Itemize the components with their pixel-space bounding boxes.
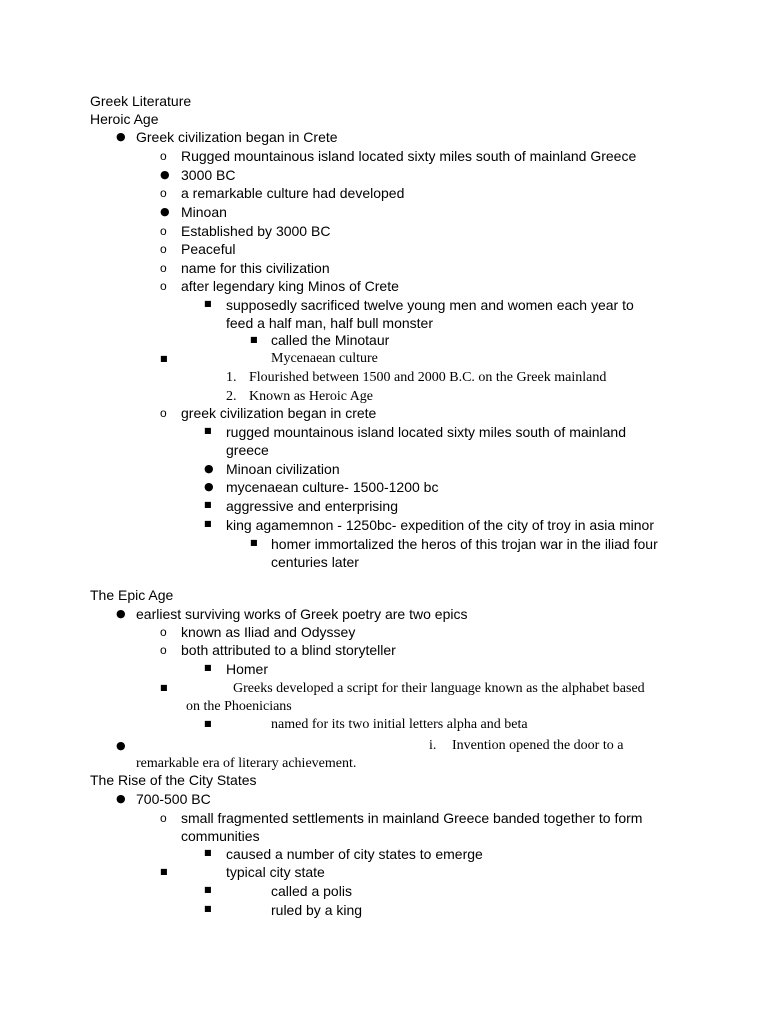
list-item-continuation: communities: [181, 828, 260, 844]
list-item: Homer: [226, 661, 269, 677]
list-item: both attributed to a blind storyteller: [181, 642, 396, 658]
bullet-circle: o: [160, 261, 167, 275]
bullet-square: ■: [160, 354, 168, 363]
bullet-square: ■: [250, 538, 258, 547]
list-item: supposedly sacrificed twelve young men and women each year to: [226, 297, 634, 313]
list-item: earliest surviving works of Greek poetry are two epics: [136, 606, 468, 622]
list-number: 2.: [226, 389, 237, 404]
list-number: 1.: [226, 370, 237, 385]
list-item: named for its two initial letters alpha and beta: [271, 717, 528, 732]
bullet-square: ■: [250, 335, 258, 344]
list-item-continuation: remarkable era of literary achievement.: [136, 756, 357, 771]
bullet-square: ■: [204, 848, 212, 857]
list-item: Greek civilization began in Crete: [136, 129, 338, 145]
list-item: Minoan civilization: [226, 461, 340, 477]
bullet-circle: o: [160, 811, 167, 825]
list-item: Greeks developed a script for their language known as the alphabet based: [233, 681, 645, 696]
list-item: homer immortalized the heros of this trojan war in the iliad four: [271, 536, 658, 552]
list-item: after legendary king Minos of Crete: [181, 278, 399, 294]
section-heading-city-states: The Rise of the City States: [90, 772, 257, 788]
list-item: Rugged mountainous island located sixty miles south of mainland Greece: [181, 148, 637, 164]
bullet-square: ■: [204, 885, 212, 894]
list-item: typical city state: [226, 864, 325, 880]
bullet-circle: o: [160, 643, 167, 657]
bullet-circle: o: [160, 149, 167, 163]
list-item: 700-500 BC: [136, 791, 211, 807]
list-item: Minoan: [181, 204, 227, 220]
list-item: aggressive and enterprising: [226, 498, 398, 514]
list-item: a remarkable culture had developed: [181, 185, 405, 201]
bullet-square: ■: [204, 519, 212, 528]
bullet-circle: o: [160, 279, 167, 293]
list-item: Known as Heroic Age: [249, 389, 374, 404]
bullet-disc: ●: [160, 205, 170, 218]
bullet-circle: o: [160, 224, 167, 238]
bullet-disc: ●: [116, 130, 126, 143]
list-item: 3000 BC: [181, 167, 236, 183]
list-item: Mycenaean culture: [271, 351, 378, 366]
section-heading-heroic-age: Heroic Age: [90, 111, 159, 127]
list-item-continuation: feed a half man, half bull monster: [226, 315, 434, 331]
bullet-circle: o: [160, 242, 167, 256]
list-item: Invention opened the door to a: [452, 738, 624, 753]
bullet-circle: o: [160, 625, 167, 639]
list-item: greek civilization began in crete: [181, 405, 377, 421]
list-item: mycenaean culture- 1500-1200 bc: [226, 479, 439, 495]
list-item: called the Minotaur: [271, 332, 390, 348]
section-heading-epic-age: The Epic Age: [90, 587, 174, 603]
bullet-square: ■: [204, 719, 212, 728]
bullet-circle: o: [160, 186, 167, 200]
bullet-disc: ●: [116, 607, 126, 620]
list-item: known as Iliad and Odyssey: [181, 624, 356, 640]
bullet-disc: ●: [160, 168, 170, 181]
list-item-continuation: on the Phoenicians: [186, 699, 292, 714]
list-item: Flourished between 1500 and 2000 B.C. on the Greek mainland: [249, 370, 607, 385]
bullet-square: ■: [204, 500, 212, 509]
list-number: i.: [429, 738, 437, 753]
document-title: Greek Literature: [90, 93, 192, 109]
bullet-square: ■: [160, 867, 168, 876]
bullet-square: ■: [204, 663, 212, 672]
list-item: rugged mountainous island located sixty miles south of mainland: [226, 424, 627, 440]
bullet-disc: ●: [204, 480, 214, 493]
list-item: Peaceful: [181, 241, 236, 257]
bullet-square: ■: [204, 904, 212, 913]
list-item: ruled by a king: [271, 902, 363, 918]
list-item: name for this civilization: [181, 260, 330, 276]
bullet-square: ■: [204, 299, 212, 308]
list-item: Established by 3000 BC: [181, 223, 331, 239]
bullet-square: ■: [160, 683, 168, 692]
bullet-disc: ●: [116, 792, 126, 805]
list-item: small fragmented settlements in mainland Greece banded together to form: [181, 810, 643, 826]
list-item: caused a number of city states to emerge: [226, 846, 483, 862]
list-item: called a polis: [271, 883, 352, 899]
list-item: king agamemnon - 1250bc- expedition of the city of troy in asia minor: [226, 517, 655, 533]
list-item-continuation: centuries later: [271, 554, 359, 570]
bullet-disc: ●: [116, 739, 126, 752]
bullet-square: ■: [204, 426, 212, 435]
list-item-continuation: greece: [226, 442, 269, 458]
bullet-circle: o: [160, 406, 167, 420]
bullet-disc: ●: [204, 462, 214, 475]
